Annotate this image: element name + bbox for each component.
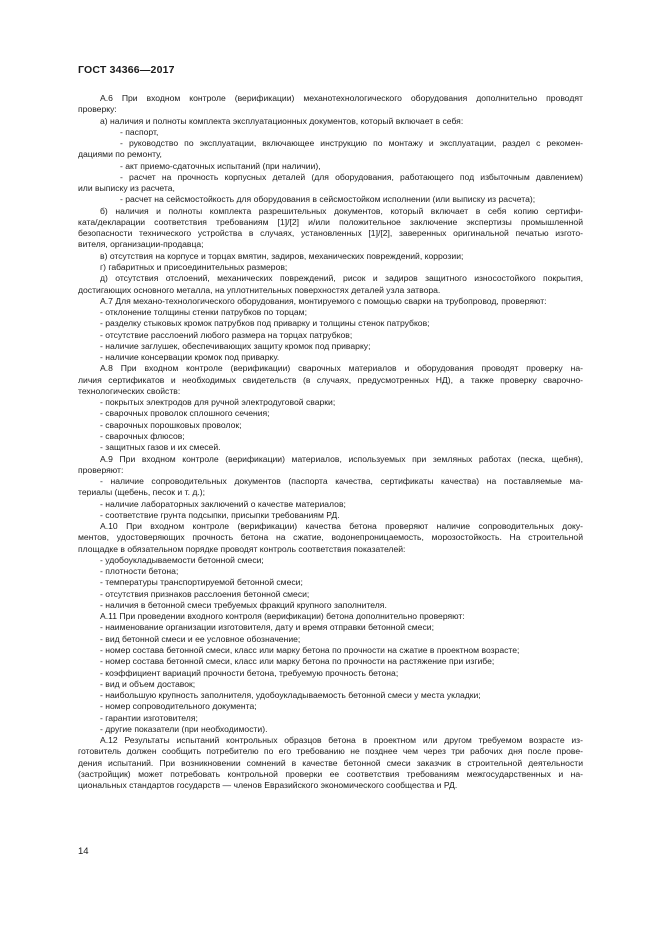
text-line: г) габаритных и присоединительных размеров; xyxy=(100,261,288,272)
text-line: достигающих основного металла, на уплотнительных поверхностях деталей узла затвора. xyxy=(78,284,441,295)
text-line: - защитных газов и их смесей. xyxy=(100,442,221,453)
text-line: А.11 При проведении входного контроля (верификации) бетона дополнительно проверяют: xyxy=(100,611,465,622)
text-line: А.8 При входном контроле (верификации) сварочных материалов и оборудования проводят проверку на- xyxy=(100,363,583,374)
text-line: А.12 Результаты испытаний контрольных образцов бетона в проектном или другом требуемом возрасте из- xyxy=(100,735,583,746)
text-line: - наличие заглушек, обеспечивающих защиту кромок под приварку; xyxy=(100,340,371,351)
text-line: площадке в обязательном порядке проводят контроль соответствия показателей: xyxy=(78,543,406,554)
text-line: - сварочных проволок сплошного сечения; xyxy=(100,408,270,419)
text-line: дения испытаний. При возникновении сомнений в качестве бетонной смеси заказчик в строительной деятельности xyxy=(78,757,583,768)
text-line: безопасности технического устройства в случаях, установленных [1]/[2], заверенных оригинальной печатью изгото- xyxy=(78,228,583,239)
text-line: - сварочных порошковых проволок; xyxy=(100,419,242,430)
text-line: циональных стандартов государств — членов Евразийского экономического сообщества и РД. xyxy=(78,780,458,791)
text-line: а) наличия и полноты комплекта эксплуатационных документов, который включает в себя: xyxy=(100,115,464,126)
text-line: - номер состава бетонной смеси, класс или марку бетона по прочности на сжатие в проектном возрасте; xyxy=(100,645,520,656)
text-line: проверяют: xyxy=(78,464,124,475)
text-line: ментов, удостоверяющих прочность бетона на сжатие, водонепроницаемость, морозостойкость. На строительной xyxy=(78,532,583,543)
text-line: - вид бетонной смеси и ее условное обозначение; xyxy=(100,633,301,644)
text-line: личия сертификатов и необходимых свидетельств (в случаях, предусмотренных НД), а также проверку сварочно- xyxy=(78,374,583,385)
text-line: териалы (щебень, песок и т. д.); xyxy=(78,487,206,498)
text-line: - наличие консервации кромок под приварку. xyxy=(100,352,280,363)
text-line: - расчет на сейсмостойкость для оборудования в сейсмостойком исполнении (или выписку из расчета); xyxy=(120,194,536,205)
text-line: А.6 При входном контроле (верификации) механотехнологического оборудования дополнительно проводят xyxy=(100,93,583,103)
text-line: А.10 При входном контроле (верификации) качества бетона проверяют наличие сопроводительных доку- xyxy=(100,521,583,532)
text-line: А.7 Для механо-технологического оборудования, монтируемого с помощью сварки на трубопровод, проверяют: xyxy=(100,295,547,306)
text-line: (застройщик) может потребовать контрольной проверки ее соответствия требованиям межгосударственных и на- xyxy=(78,768,583,779)
text-line: б) наличия и полноты комплекта разрешительных документов, который включает в себя копию сертифи- xyxy=(100,205,583,216)
text-line: - плотности бетона; xyxy=(100,566,179,577)
text-line: А.9 При входном контроле (верификации) материалов, используемых при земляных работах (песка, щебня), xyxy=(100,453,583,464)
text-line: вителя, организации-продавца; xyxy=(78,239,204,250)
text-line: д) отсутствия отслоений, механических повреждений, рисок и задиров защитного износостойкого покрытия, xyxy=(100,273,583,284)
document-body xyxy=(78,93,583,791)
text-line: в) отсутствия на корпусе и торцах вмятин, задиров, механических повреждений, коррозии; xyxy=(100,250,464,261)
text-line: дациями по ремонту, xyxy=(78,149,162,160)
text-line: - сварочных флюсов; xyxy=(100,430,185,441)
text-line: - расчет на прочность корпусных деталей (для оборудования, работающего под избыточным давлением) xyxy=(120,171,583,182)
text-line: - наличие сопроводительных документов (паспорта качества, сертификаты качества) на поставляемые ма- xyxy=(100,476,583,487)
text-line: - коэффициент вариаций прочности бетона, требуемую прочность бетона; xyxy=(100,667,399,678)
text-line: технологических свойств: xyxy=(78,385,181,396)
text-line: - отсутствие расслоений любого размера на торцах патрубков; xyxy=(100,329,353,340)
text-line: - руководство по эксплуатации, включающее инструкцию по монтажу и эксплуатации, раздел с рекомен- xyxy=(120,138,583,149)
text-line: - другие показатели (при необходимости). xyxy=(100,723,268,734)
text-line: - покрытых электродов для ручной электродуговой сварки; xyxy=(100,397,336,408)
text-line: - наличия в бетонной смеси требуемых фракций крупного заполнителя. xyxy=(100,599,387,610)
text-line: - удобоукладываемости бетонной смеси; xyxy=(100,554,264,565)
text-line: - наибольшую крупность заполнителя, удобоукладываемость бетонной смеси у места укладки; xyxy=(100,690,481,701)
text-line: - номер сопроводительного документа; xyxy=(100,701,257,712)
text-line: готовитель должен сообщить потребителю по его требованию не позднее чем через три рабочих дня после прове- xyxy=(78,746,583,757)
text-line: - наименование организации изготовителя, дату и время отправки бетонной смеси; xyxy=(100,622,434,633)
text-line: - паспорт, xyxy=(120,126,159,137)
text-line: - отсутствия признаков расслоения бетонной смеси; xyxy=(100,588,310,599)
text-line: - разделку стыковых кромок патрубков под приварку и толщины стенок патрубков; xyxy=(100,318,430,329)
text-line: - акт приемо-сдаточных испытаний (при наличии), xyxy=(120,160,321,171)
document-header: ГОСТ 34366—2017 xyxy=(78,64,175,76)
text-line: - соответствие грунта подсыпки, присыпки требованиям РД. xyxy=(100,509,340,520)
text-line: или выписку из расчета, xyxy=(78,183,175,194)
text-line: ката/декларации соответствия требованиям [1]/[2] и/или положительное заключение экспертизы промышленной xyxy=(78,216,583,227)
page-number: 14 xyxy=(78,846,89,857)
text-line: - температуры транспортируемой бетонной смеси; xyxy=(100,577,303,588)
text-line: - вид и объем доставок; xyxy=(100,678,196,689)
text-line: - отклонение толщины стенки патрубков по торцам; xyxy=(100,307,307,318)
text-line: проверку: xyxy=(78,104,117,115)
text-line: - гарантии изготовителя; xyxy=(100,712,198,723)
text-line: - номер состава бетонной смеси, класс или марку бетона по прочности на растяжение при изгибе; xyxy=(100,656,495,667)
text-line: - наличие лабораторных заключений о качестве материалов; xyxy=(100,498,346,509)
